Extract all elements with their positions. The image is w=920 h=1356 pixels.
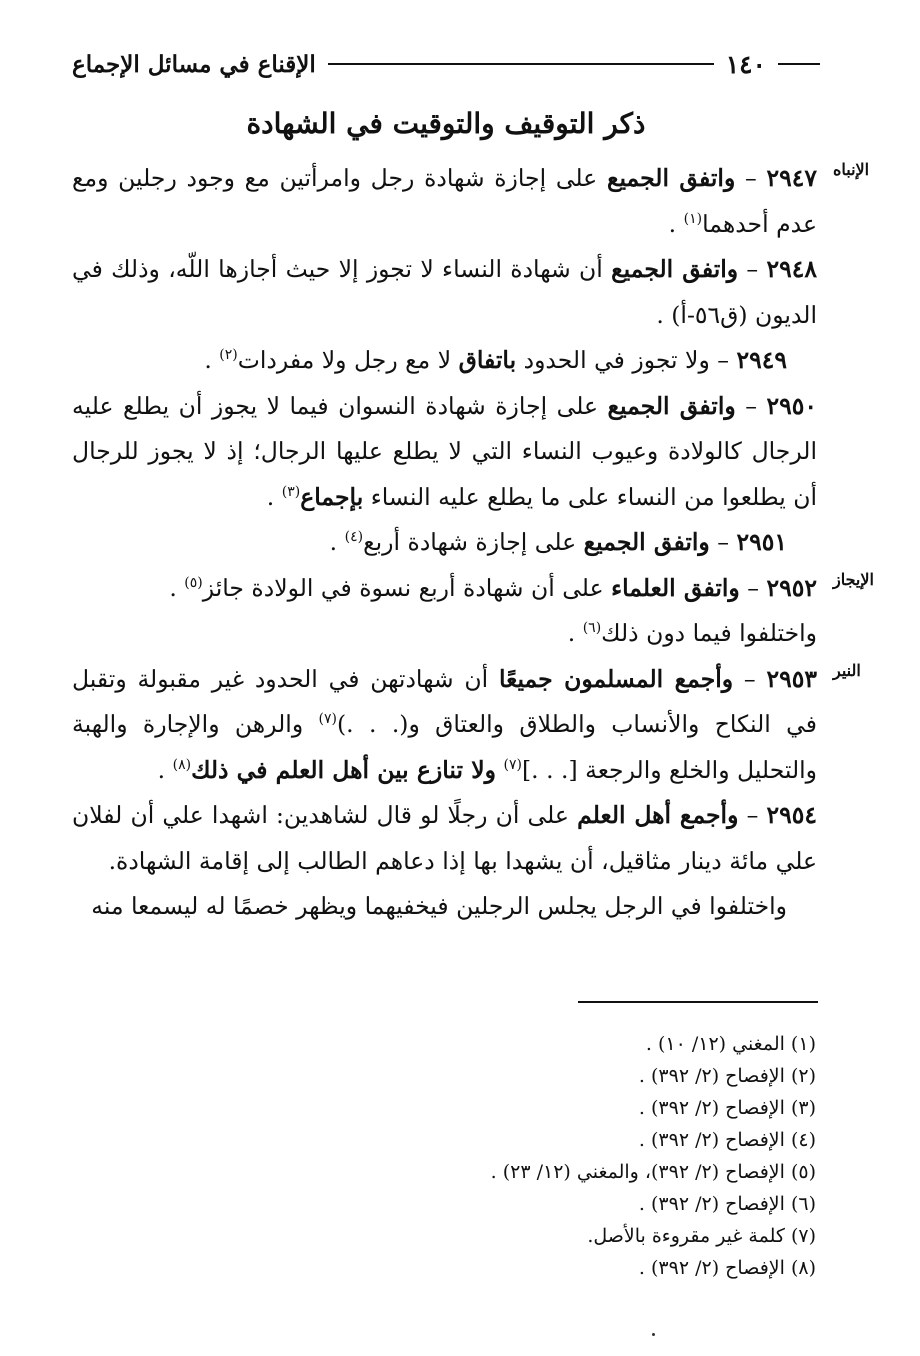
entry-2954: ٢٩٥٤ – وأجمع أهل العلم على أن رجلًا لو قال لشاهدين: اشهدا علي أن لفلان علي مائة دينار مثاقيل، أن يشهدا بها إذا دعاهم الطالب إلى إقامة الشهادة. bbox=[72, 801, 817, 875]
entry-number: ٢٩٤٩ bbox=[736, 346, 787, 374]
entry-bold-word: باتفاق bbox=[458, 346, 517, 374]
entry-bold-phrase: ولا تنازع بين أهل العلم في ذلك bbox=[191, 755, 497, 784]
entry-number: ٢٩٥٢ bbox=[766, 573, 817, 602]
main-text bbox=[72, 156, 874, 930]
entry-end: . bbox=[204, 346, 212, 374]
entry-lead: واتفق الجميع bbox=[607, 391, 736, 420]
entry-lead: واتفق العلماء bbox=[611, 573, 740, 602]
entry-text-b: والرهن والإجارة والهبة والتحليل والخلع والرجعة [. . .] bbox=[72, 710, 817, 784]
entry-line-2: واختلفوا فيما دون ذلك bbox=[601, 619, 817, 647]
entry-number: ٢٩٥٠ bbox=[766, 391, 817, 420]
footnote-ref[interactable]: (٤) bbox=[344, 529, 364, 546]
footnote-5: (٥) الإفصاح (٢/ ٣٩٢)، والمغني (١٢/ ٢٣) . bbox=[490, 1161, 816, 1183]
footnote-1: (١) المغني (١٢/ ١٠) . bbox=[645, 1033, 816, 1055]
entry-2951: ٢٩٥١ – واتفق الجميع على إجازة شهادة أربع$^{(٤)}$ . bbox=[329, 528, 787, 556]
footnote-ref[interactable]: (١) bbox=[683, 210, 703, 227]
entry-lead: واتفق الجميع bbox=[611, 255, 739, 283]
entry-text-b: لا مع رجل ولا مفردات bbox=[237, 346, 452, 374]
entry-number: ٢٩٤٨ bbox=[766, 255, 817, 283]
footnote-3: (٣) الإفصاح (٢/ ٣٩٢) . bbox=[638, 1097, 816, 1119]
footnote-8: (٨) الإفصاح (٢/ ٣٩٢) . bbox=[638, 1257, 816, 1279]
margin-note-ijaz: الإيجاز bbox=[833, 569, 874, 589]
entry-text: على إجازة شهادة رجل وامرأتين مع وجود رجلين ومع عدم أحدهما bbox=[72, 164, 817, 238]
running-title: الإقناع في مسائل الإجماع bbox=[72, 50, 316, 78]
page-header bbox=[72, 44, 820, 84]
entry-2952: الإيجاز ٢٩٥٢ – واتفق العلماء على أن شهادة أربع نسوة في الولادة جائز$^{(٥)}$ . واختلفوا فيما دون ذلك$^{(٦)}$ . bbox=[72, 566, 817, 657]
margin-note-inbah: الإنباه bbox=[833, 160, 870, 179]
entry-2948: ٢٩٤٨ – واتفق الجميع أن شهادة النساء لا تجوز إلا حيث أجازها اللّه، وذلك في الديون (ق٥٦-أ) . bbox=[72, 255, 817, 329]
entry-bold-word: بإجماع bbox=[300, 482, 364, 511]
footnote-4: (٤) الإفصاح (٢/ ٣٩٢) . bbox=[638, 1129, 816, 1151]
entry-text: أن شهادة النساء لا تجوز إلا حيث أجازها اللّه، وذلك في الديون (ق٥٦-أ) . bbox=[72, 255, 817, 329]
footnote-ref[interactable]: (٨) bbox=[172, 756, 192, 773]
entry-number: ٢٩٥٣ bbox=[766, 664, 817, 693]
entry-text: ولا تجوز في الحدود bbox=[523, 346, 710, 374]
entry-2953: النير ٢٩٥٣ – وأجمع المسلمون جميعًا أن شهادتهن في الحدود غير مقبولة وتقبل في النكاح والأنساب والطلاق والعتاق و(. . .)$^{(٧)}$ والرهن والإجارة والهبة والتحليل والخلع والرجعة [. . .]$^{(٧)}$ ولا تنازع بين أهل العلم في ذلك$^{(٨)}$ . bbox=[72, 657, 817, 794]
entry-end: . bbox=[266, 482, 275, 511]
section-title: ذكر التوقيف والتوقيت في الشهادة bbox=[246, 107, 646, 140]
entry-text: على إجازة شهادة النسوان فيما لا يجوز أن يطلع عليه الرجال كالولادة وعيوب النساء التي لا يطلع عليها الرجال؛ إذ لا يجوز للرجال أن يطلعوا من النساء على ما يطلع عليه النساء bbox=[72, 391, 817, 511]
entry-end: . bbox=[157, 755, 166, 784]
header-rule-long bbox=[328, 63, 714, 65]
scan-speck bbox=[652, 1333, 655, 1336]
entry-lead: وأجمع المسلمون جميعًا bbox=[498, 664, 734, 693]
footnote-ref[interactable]: (٥) bbox=[184, 574, 203, 591]
entry-text: على أن شهادة أربع نسوة في الولادة جائز bbox=[202, 573, 604, 602]
footnote-6: (٦) الإفصاح (٢/ ٣٩٢) . bbox=[638, 1193, 816, 1215]
entry-2949: ٢٩٤٩ – ولا تجوز في الحدود باتفاق لا مع رجل ولا مفردات$^{(٢)}$ . bbox=[204, 346, 787, 374]
entry-2950: ٢٩٥٠ – واتفق الجميع على إجازة شهادة النسوان فيما لا يجوز أن يطلع عليه الرجال كالولادة وعيوب النساء التي لا يطلع عليها الرجال؛ إذ لا يجوز للرجال أن يطلعوا من النساء على ما يطلع عليه النساء بإجماع$^{(٣)}$ . bbox=[72, 391, 817, 511]
footnote-ref[interactable]: (٧) bbox=[503, 756, 522, 773]
entry-2947: الإنباه ٢٩٤٧ – واتفق الجميع على إجازة شهادة رجل وامرأتين مع وجود رجلين ومع عدم أحدهما$^{(١)}$ . bbox=[72, 156, 817, 247]
margin-note-nayyir: النير bbox=[833, 660, 861, 680]
entry-end: . bbox=[668, 209, 677, 238]
entry-lead: واتفق الجميع bbox=[583, 528, 710, 556]
header-rule-short bbox=[778, 63, 820, 65]
entry-lead: وأجمع أهل العلم bbox=[577, 801, 739, 829]
entry-end: . bbox=[169, 573, 177, 602]
entry-text: أن شهادتهن في الحدود غير مقبولة وتقبل في النكاح والأنساب والطلاق والعتاق و(. . .) bbox=[72, 664, 817, 738]
footnote-ref[interactable]: (٦) bbox=[582, 620, 602, 637]
footnote-ref[interactable]: (٣) bbox=[281, 483, 301, 500]
entry-number: ٢٩٥١ bbox=[736, 528, 787, 556]
entry-lead: واتفق الجميع bbox=[606, 164, 736, 192]
continuation-paragraph: واختلفوا في الرجل يجلس الرجلين فيخفيهما ويظهر خصمًا له ليسمعا منه bbox=[91, 892, 787, 920]
footnote-separator bbox=[578, 1001, 818, 1003]
footnote-2: (٢) الإفصاح (٢/ ٣٩٢) . bbox=[638, 1065, 816, 1087]
entry-end: . bbox=[567, 619, 576, 647]
footnote-7: (٧) كلمة غير مقروءة بالأصل. bbox=[587, 1225, 816, 1247]
footnotes bbox=[316, 1028, 816, 1284]
entry-number: ٢٩٤٧ bbox=[766, 164, 817, 192]
footnote-ref[interactable]: (٢) bbox=[219, 347, 238, 364]
entry-text: على أن رجلًا لو قال لشاهدين: اشهدا علي أن لفلان علي مائة دينار مثاقيل، أن يشهدا بها إذا دعاهم الطالب إلى إقامة الشهادة. bbox=[72, 801, 817, 875]
entry-text: على إجازة شهادة أربع bbox=[363, 528, 577, 556]
entry-number: ٢٩٥٤ bbox=[766, 801, 817, 829]
entry-end: . bbox=[329, 528, 338, 556]
footnote-ref[interactable]: (٧) bbox=[318, 711, 338, 728]
page-number: ١٤٠ bbox=[725, 49, 766, 79]
